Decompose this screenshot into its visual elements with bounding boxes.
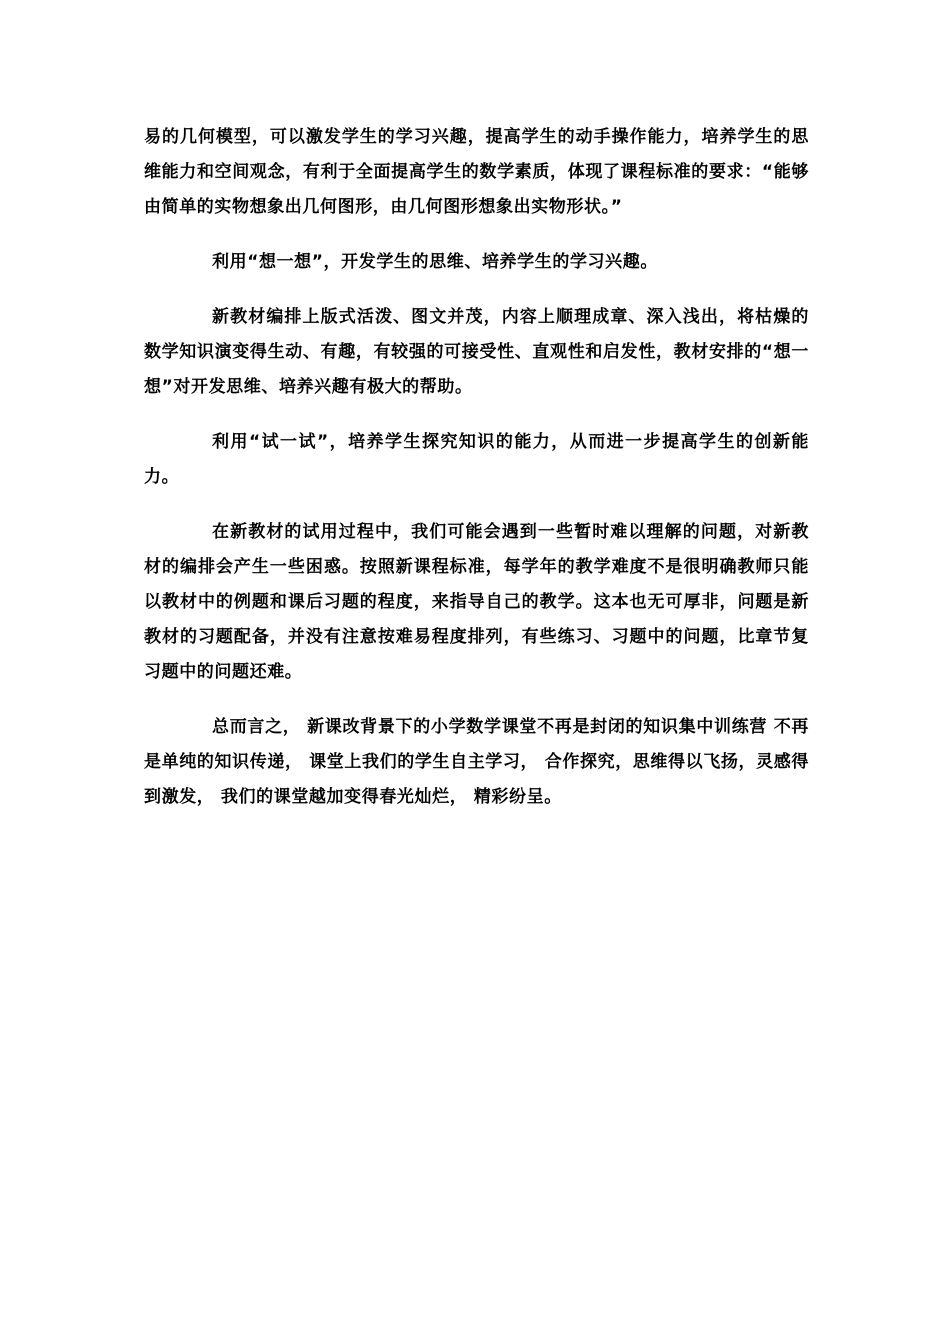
document-body	[144, 120, 809, 835]
paragraph-6: 总而言之， 新课改背景下的小学数学课堂不再是封闭的知识集中训练营 不再是单纯的知识传递， 课堂上我们的学生自主学习， 合作探究，思维得以飞扬，灵感得到激发， 我们的课堂越加变得春光灿烂， 精彩纷呈。	[144, 717, 809, 807]
paragraph-5: 在新教材的试用过程中，我们可能会遇到一些暂时难以理解的问题，对新教材的编排会产生一些困惑。按照新课程标准，每学年的教学难度不是很明确教师只能以教材中的例题和课后习题的程度，来指导自己的教学。这本也无可厚非，问题是新教材的习题配备，并没有注意按难易程度排列，有些练习、习题中的问题，比章节复习题中的问题还难。	[144, 522, 809, 682]
paragraph-3: 新教材编排上版式活泼、图文并茂，内容上顺理成章、深入浅出，将枯燥的数学知识演变得生动、有趣，有较强的可接受性、直观性和启发性，教材安排的“想一想”对开发思维、培养兴趣有极大的帮助。	[144, 307, 809, 397]
paragraph-4: 利用“试一试”，培养学生探究知识的能力，从而进一步提高学生的创新能力。	[144, 432, 809, 487]
paragraph-1: 易的几何模型，可以激发学生的学习兴趣，提高学生的动手操作能力，培养学生的思维能力和空间观念，有利于全面提高学生的数学素质，体现了课程标准的要求：“能够由简单的实物想象出几何图形，由几何图形想象出实物形状。”	[144, 127, 809, 217]
paragraph-2: 利用“想一想”，开发学生的思维、培养学生的学习兴趣。	[212, 252, 658, 272]
